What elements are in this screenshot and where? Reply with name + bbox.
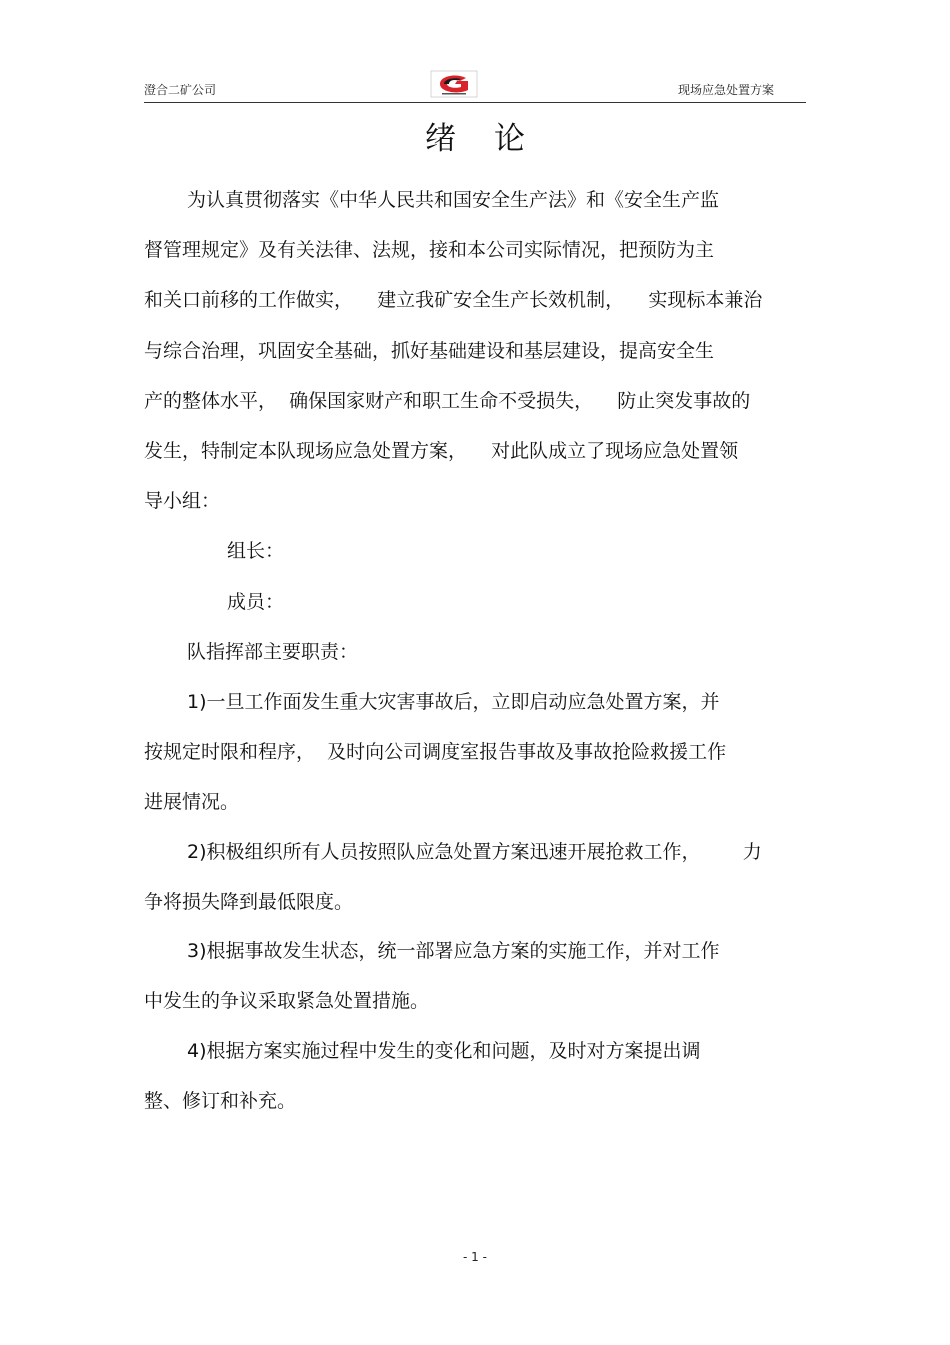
- paragraph-line: 导小组：: [144, 490, 221, 512]
- group-members-label: 成员：: [227, 591, 285, 613]
- duty-item-line: 1)一旦工作面发生重大灾害事故后，立即启动应急处置方案，并: [187, 691, 720, 713]
- group-leader-label: 组长：: [227, 540, 285, 562]
- paragraph-line: 为认真贯彻落实《中华人民共和国安全生产法》和《安全生产监: [187, 189, 720, 211]
- page-header: [144, 70, 806, 103]
- duty-item-line: 争将损失降到最低限度。: [144, 891, 354, 913]
- header-company: 澄合二矿公司: [144, 83, 217, 97]
- paragraph-line: 与综合治理，巩固安全基础，抓好基础建设和基层建设，提高安全生: [144, 340, 715, 362]
- duty-item-line: 按规定时限和程序， 及时向公司调度室报告事故及事故抢险救援工作: [144, 741, 727, 763]
- duty-item-line: 4)根据方案实施过程中发生的变化和问题，及时对方案提出调: [187, 1040, 701, 1062]
- duty-item-line: 整、修订和补充。: [144, 1090, 297, 1112]
- page-title: 绪论: [425, 121, 563, 157]
- duty-item-line: 中发生的争议采取紧急处置措施。: [144, 990, 430, 1012]
- duty-item-line: 2)积极组织所有人员按照队应急处置方案迅速开展抢救工作， 力: [187, 841, 762, 863]
- page-number: - 1 -: [463, 1250, 487, 1264]
- company-logo-icon: [430, 70, 478, 98]
- paragraph-line: 和关口前移的工作做实， 建立我矿安全生产长效机制， 实现标本兼治: [144, 289, 763, 311]
- header-doc-title: 现场应急处置方案: [677, 83, 774, 97]
- duty-item-line: 3)根据事故发生状态，统一部署应急方案的实施工作，并对工作: [187, 940, 720, 962]
- duties-heading: 队指挥部主要职责：: [187, 641, 359, 663]
- paragraph-line: 产的整体水平， 确保国家财产和职工生命不受损失， 防止突发事故的: [144, 390, 751, 412]
- duty-item-line: 进展情况。: [144, 791, 240, 813]
- paragraph-line: 发生，特制定本队现场应急处置方案， 对此队成立了现场应急处置领: [144, 440, 739, 462]
- paragraph-line: 督管理规定》及有关法律、法规，接和本公司实际情况，把预防为主: [144, 239, 715, 261]
